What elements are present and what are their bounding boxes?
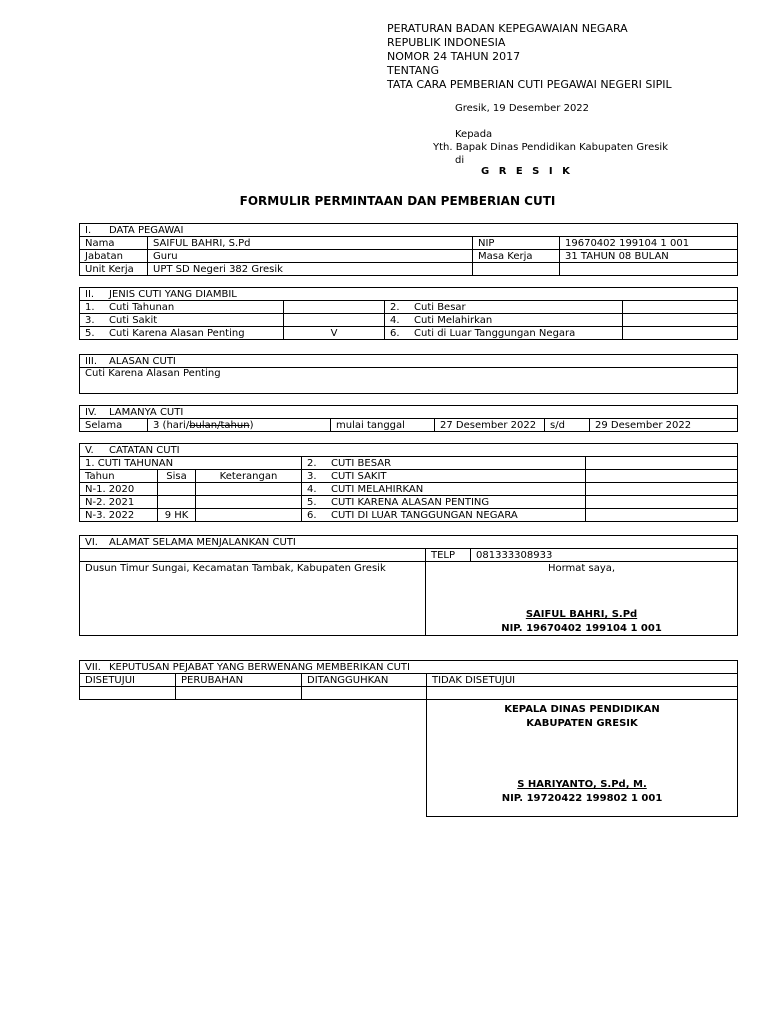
leave-note-6 bbox=[302, 509, 586, 522]
section-catatan-cuti bbox=[79, 443, 738, 522]
office-line-1: KEPALA DINAS PENDIDIKAN bbox=[504, 704, 660, 715]
leave-note-number: 3. bbox=[307, 470, 317, 482]
duration-unit-hari: hari/ bbox=[166, 419, 190, 431]
telp-label: TELP bbox=[426, 549, 471, 562]
section-number: II. bbox=[85, 288, 95, 300]
tidak-disetujui-cell[interactable] bbox=[427, 687, 738, 700]
section-title: KEPUTUSAN PEJABAT YANG BERWENANG MEMBERIKAN CUTI bbox=[109, 661, 410, 673]
masa-kerja-value: 31 TAHUN 08 BULAN bbox=[560, 250, 738, 263]
jabatan-value: Guru bbox=[148, 250, 473, 263]
leave-type-4 bbox=[385, 314, 623, 327]
leave-type-6-check[interactable] bbox=[623, 327, 738, 340]
address-value: Dusun Timur Sungai, Kecamatan Tambak, Kabupaten Gresik bbox=[80, 562, 426, 636]
leave-type-1-check[interactable] bbox=[284, 301, 385, 314]
leave-type-4-check[interactable] bbox=[623, 314, 738, 327]
recipient-name: Yth. Bapak Dinas Pendidikan Kabupaten Gresik bbox=[433, 142, 668, 153]
section-jenis-cuti bbox=[79, 287, 738, 340]
nip-label: NIP bbox=[473, 237, 560, 250]
sisa-row-1 bbox=[158, 483, 196, 496]
leave-note-number: 6. bbox=[307, 509, 317, 521]
nip-value: 19670402 199104 1 001 bbox=[560, 237, 738, 250]
official-name: S HARIYANTO, S.Pd, M. bbox=[517, 779, 647, 790]
end-date: 29 Desember 2022 bbox=[590, 419, 738, 432]
nama-label: Nama bbox=[80, 237, 148, 250]
col-tidak-disetujui: TIDAK DISETUJUI bbox=[427, 674, 738, 687]
col-tahun: Tahun bbox=[80, 470, 158, 483]
regulation-line-1: PERATURAN BADAN KEPEGAWAIAN NEGARA bbox=[387, 22, 628, 35]
regulation-line-4: TENTANG bbox=[387, 64, 440, 77]
disetujui-cell[interactable] bbox=[80, 687, 176, 700]
jabatan-label: Jabatan bbox=[80, 250, 148, 263]
leave-note-5 bbox=[302, 496, 586, 509]
leave-type-1 bbox=[80, 301, 284, 314]
ket-row-3 bbox=[196, 509, 302, 522]
telp-value: 081333308933 bbox=[471, 549, 738, 562]
start-date: 27 Desember 2022 bbox=[435, 419, 545, 432]
leave-note-number: 5. bbox=[307, 496, 317, 508]
leave-note-3 bbox=[302, 470, 586, 483]
section-title: ALAMAT SELAMA MENJALANKAN CUTI bbox=[109, 536, 296, 548]
section-number: V. bbox=[85, 444, 94, 456]
leave-note-label: CUTI MELAHIRKAN bbox=[331, 483, 424, 495]
leave-note-number: 4. bbox=[307, 483, 317, 495]
leave-type-label: Cuti Karena Alasan Penting bbox=[109, 327, 245, 339]
unit-kerja-value: UPT SD Negeri 382 Gresik bbox=[148, 263, 473, 276]
masa-kerja-label: Masa Kerja bbox=[473, 250, 560, 263]
leave-type-number: 6. bbox=[390, 327, 400, 339]
section-number: III. bbox=[85, 355, 98, 367]
applicant-name: SAIFUL BAHRI, S.Pd bbox=[525, 609, 638, 620]
regulation-line-5: TATA CARA PEMBERIAN CUTI PEGAWAI NEGERI SIPIL bbox=[387, 78, 672, 91]
section-alasan-cuti bbox=[79, 354, 738, 394]
sisa-row-2 bbox=[158, 496, 196, 509]
official-nip: NIP. 19720422 199802 1 001 bbox=[501, 793, 663, 804]
section-title: JENIS CUTI YANG DIAMBIL bbox=[109, 288, 237, 300]
applicant-signature-block bbox=[426, 562, 738, 636]
leave-type-number: 4. bbox=[390, 314, 400, 326]
cuti-tahunan-title: 1. CUTI TAHUNAN bbox=[80, 457, 302, 470]
leave-type-3 bbox=[80, 314, 284, 327]
section-data-pegawai bbox=[79, 223, 738, 276]
section-keputusan bbox=[79, 660, 738, 817]
leave-note-label: CUTI SAKIT bbox=[331, 470, 387, 482]
col-sisa: Sisa bbox=[158, 470, 196, 483]
section-title: CATATAN CUTI bbox=[109, 444, 180, 456]
leave-type-number: 3. bbox=[85, 314, 95, 326]
nama-value: SAIFUL BAHRI, S.Pd bbox=[148, 237, 473, 250]
mulai-tanggal-label: mulai tanggal bbox=[331, 419, 435, 432]
sd-label: s/d bbox=[545, 419, 590, 432]
leave-note-2 bbox=[302, 457, 586, 470]
section-number: I. bbox=[85, 224, 92, 236]
tahun-row-2: N-2. 2021 bbox=[80, 496, 158, 509]
ditangguhkan-cell[interactable] bbox=[302, 687, 427, 700]
leave-type-5 bbox=[80, 327, 284, 340]
col-disetujui: DISETUJUI bbox=[80, 674, 176, 687]
selama-label: Selama bbox=[80, 419, 148, 432]
leave-type-label: Cuti Tahunan bbox=[109, 301, 175, 313]
sisa-row-3: 9 HK bbox=[158, 509, 196, 522]
leave-note-label: CUTI KARENA ALASAN PENTING bbox=[331, 496, 490, 508]
col-keterangan: Keterangan bbox=[196, 470, 302, 483]
leave-type-3-check[interactable] bbox=[284, 314, 385, 327]
leave-type-label: Cuti Melahirkan bbox=[414, 314, 493, 326]
leave-type-2 bbox=[385, 301, 623, 314]
regulation-line-3: NOMOR 24 TAHUN 2017 bbox=[387, 50, 521, 63]
perubahan-cell[interactable] bbox=[176, 687, 302, 700]
leave-type-6 bbox=[385, 327, 623, 340]
recipient-kepada: Kepada bbox=[455, 129, 493, 140]
leave-type-5-check-mark[interactable]: V bbox=[284, 327, 385, 340]
duration-number: 3 bbox=[153, 419, 160, 431]
leave-type-number: 1. bbox=[85, 301, 95, 313]
alasan-cuti-value: Cuti Karena Alasan Penting bbox=[80, 368, 738, 394]
letter-date: Gresik, 19 Desember 2022 bbox=[455, 103, 590, 114]
tahun-row-1: N-1. 2020 bbox=[80, 483, 158, 496]
applicant-nip: NIP. 19670402 199104 1 001 bbox=[501, 623, 662, 634]
section-number: VI. bbox=[85, 536, 98, 548]
regulation-line-2: REPUBLIK INDONESIA bbox=[387, 36, 506, 49]
ket-row-1 bbox=[196, 483, 302, 496]
leave-type-2-check[interactable] bbox=[623, 301, 738, 314]
leave-note-label: CUTI BESAR bbox=[331, 457, 392, 469]
leave-type-number: 5. bbox=[85, 327, 95, 339]
unit-kerja-label: Unit Kerja bbox=[80, 263, 148, 276]
hormat-saya: Hormat saya, bbox=[547, 563, 616, 574]
office-line-2: KABUPATEN GRESIK bbox=[526, 718, 638, 729]
col-ditangguhkan: DITANGGUHKAN bbox=[302, 674, 427, 687]
tahun-row-3: N-3. 2022 bbox=[80, 509, 158, 522]
recipient-city: G R E S I K bbox=[481, 166, 573, 177]
leave-type-label: Cuti Sakit bbox=[109, 314, 158, 326]
section-title: DATA PEGAWAI bbox=[109, 224, 184, 236]
leave-type-label: Cuti Besar bbox=[414, 301, 466, 313]
leave-note-number: 2. bbox=[307, 457, 317, 469]
section-lamanya-cuti bbox=[79, 405, 738, 432]
section-alamat-cuti bbox=[79, 535, 738, 636]
selama-value: 3 (hari/bulan/tahun) bbox=[148, 419, 331, 432]
leave-type-number: 2. bbox=[390, 301, 400, 313]
leave-note-4 bbox=[302, 483, 586, 496]
section-title: LAMANYA CUTI bbox=[109, 406, 184, 418]
ket-row-2 bbox=[196, 496, 302, 509]
section-number: VII. bbox=[85, 661, 101, 673]
col-perubahan: PERUBAHAN bbox=[176, 674, 302, 687]
regulation-header bbox=[387, 22, 672, 92]
section-title: ALASAN CUTI bbox=[109, 355, 176, 367]
duration-unit-struck: bulan/tahun bbox=[189, 419, 250, 431]
recipient-di: di bbox=[455, 155, 465, 166]
leave-note-label: CUTI DI LUAR TANGGUNGAN NEGARA bbox=[331, 509, 518, 521]
form-title: FORMULIR PERMINTAAN DAN PEMBERIAN CUTI bbox=[239, 194, 556, 208]
section-number: IV. bbox=[85, 406, 97, 418]
official-signature-block bbox=[427, 700, 738, 817]
leave-type-label: Cuti di Luar Tanggungan Negara bbox=[414, 327, 576, 339]
